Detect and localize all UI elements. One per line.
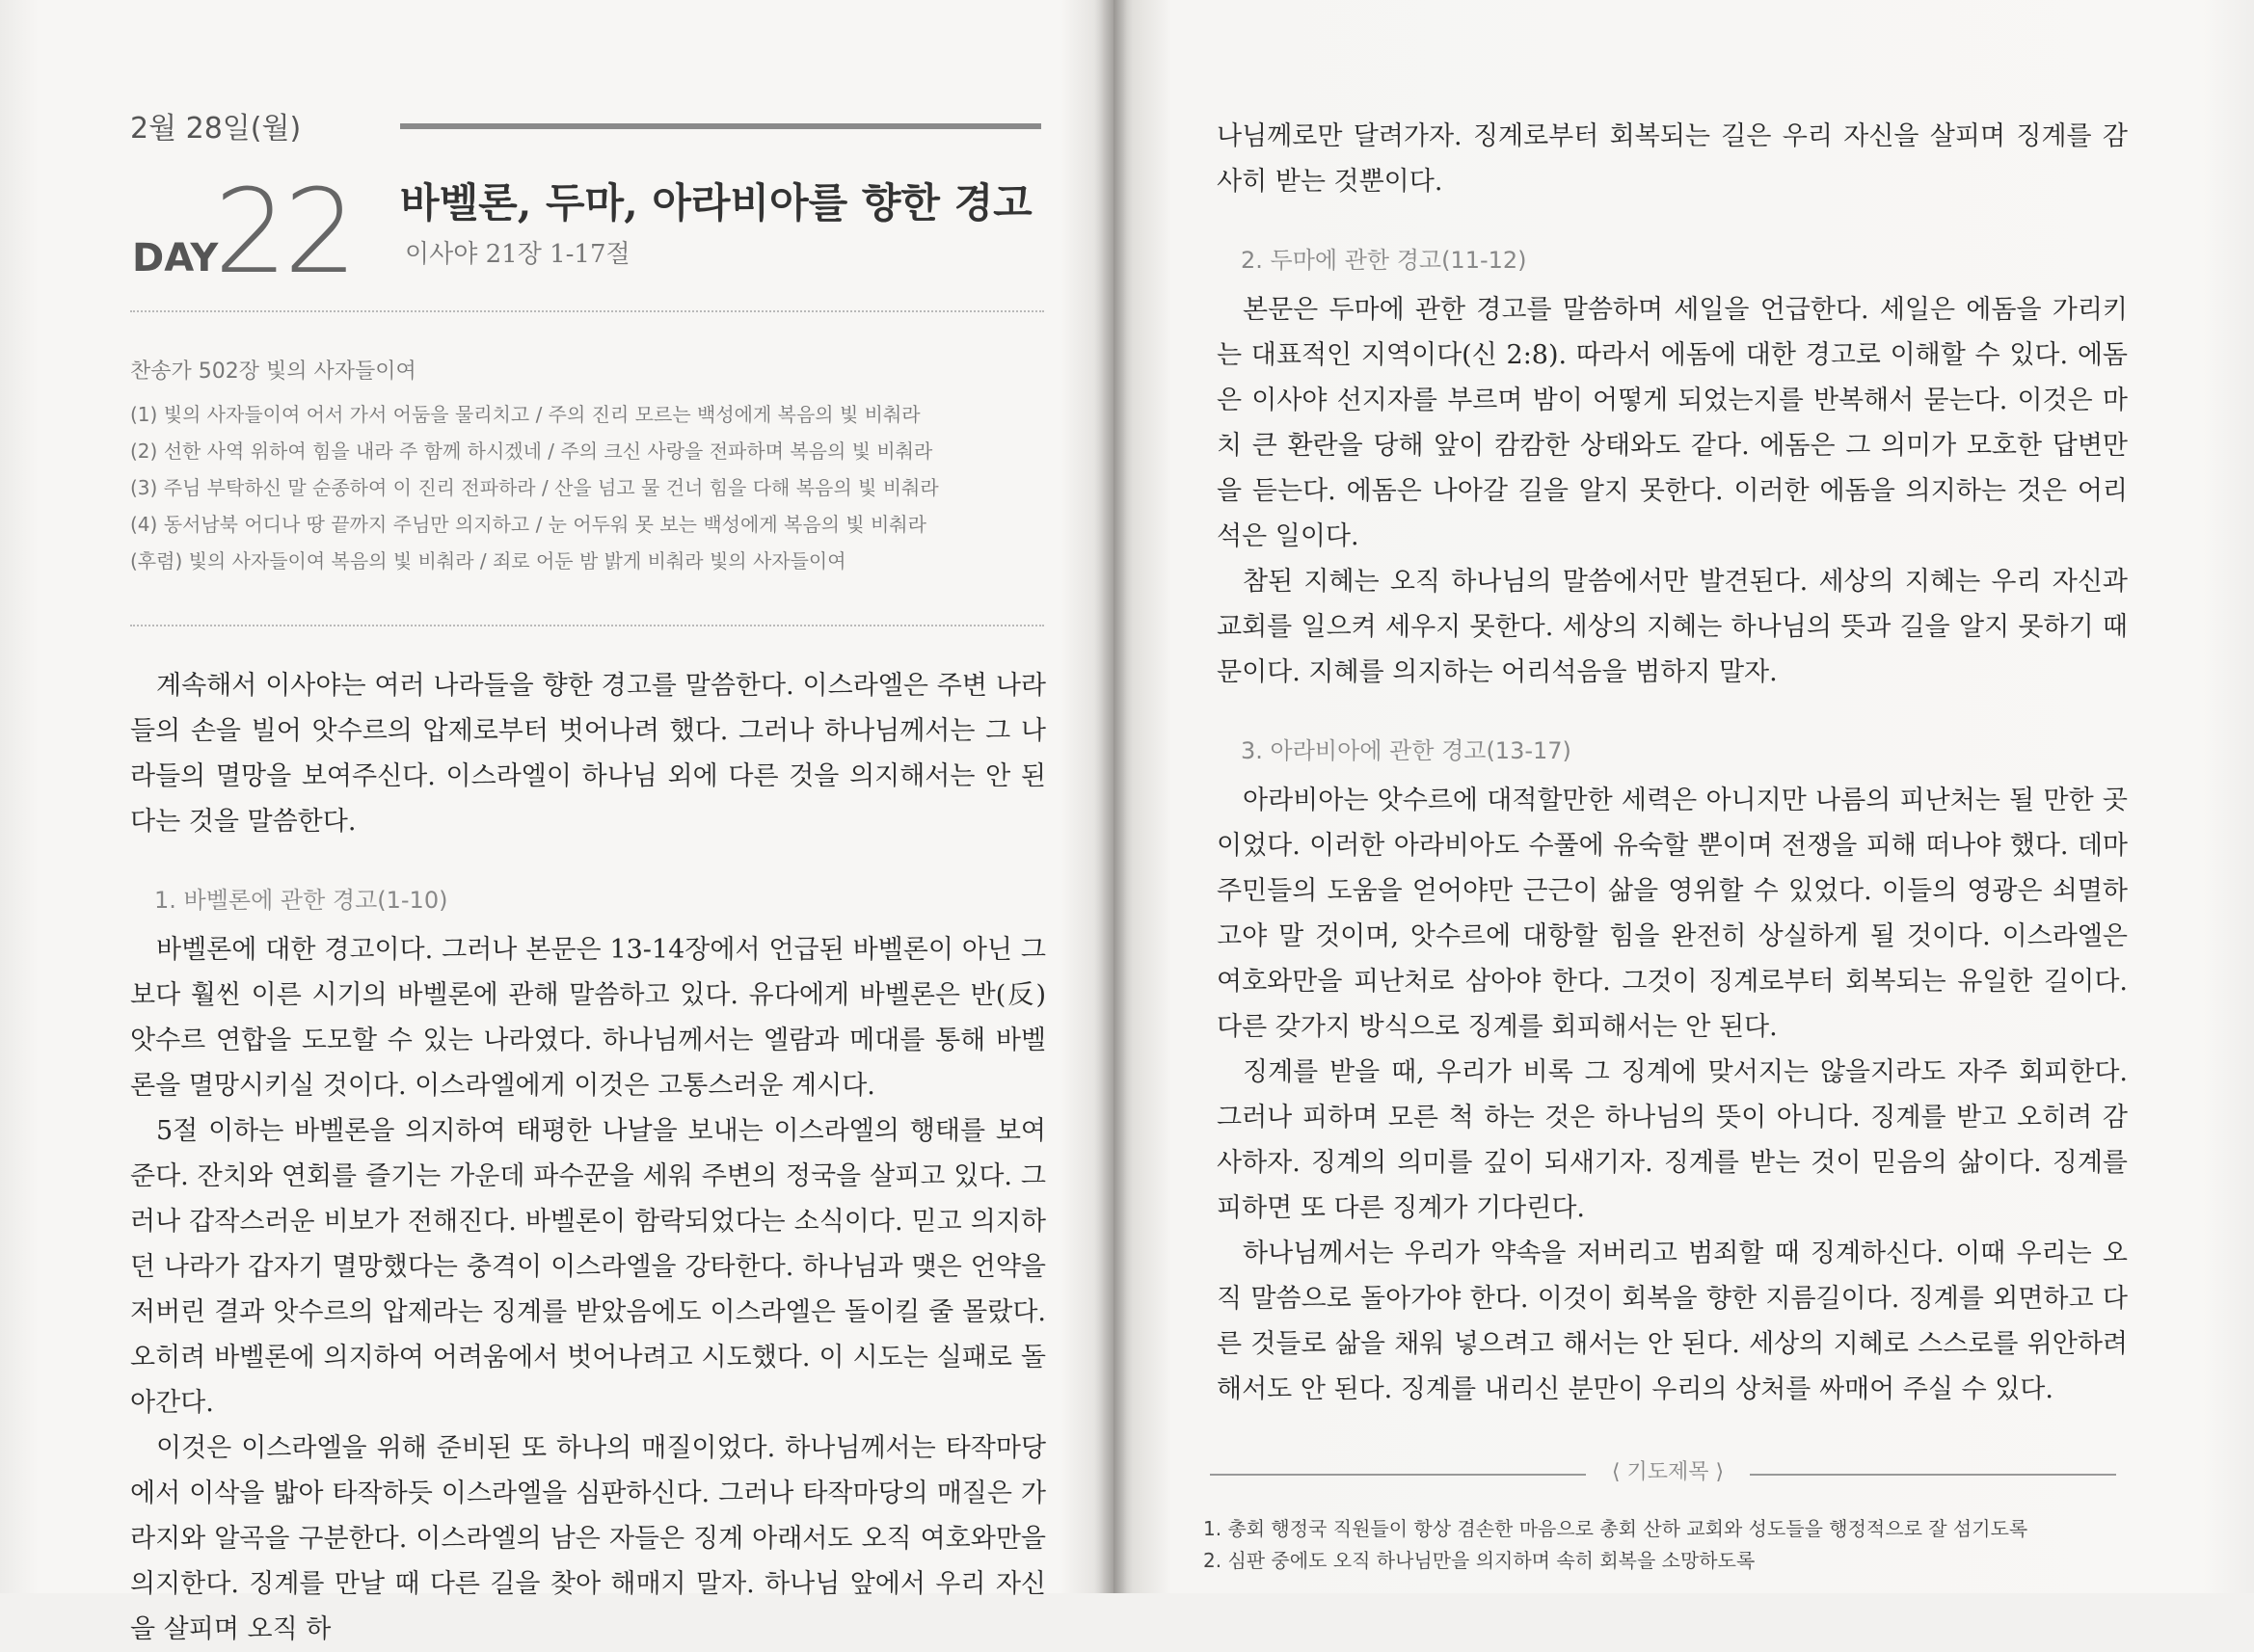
prayer-item: 1. 총회 행정국 직원들이 항상 겸손한 마음으로 총회 산하 교회와 성도들을 행정적으로 잘 섬기도록 xyxy=(1203,1517,2028,1540)
day-label: DAY xyxy=(132,236,219,280)
prayer-rule-left xyxy=(1210,1474,1586,1476)
prayer-list xyxy=(1203,1513,2119,1577)
section-heading: 3. 아라비아에 관한 경고(13-17) xyxy=(1241,737,1571,764)
prayer-rule-right xyxy=(1750,1474,2116,1476)
hymn-title: 찬송가 502장 빛의 사자들이여 xyxy=(130,360,416,384)
header-rule xyxy=(400,123,1041,129)
book-gutter xyxy=(1094,0,1133,1593)
hymn-verse: (2) 선한 사역 위하여 힘을 내라 주 함께 하시겠네 / 주의 크신 사랑을 전파하며 복음의 빛 비춰라 xyxy=(130,440,933,463)
day-number: 22 xyxy=(214,166,354,300)
hymn-verse: (4) 동서남북 어디나 땅 끝까지 주님만 의지하고 / 눈 어두워 못 보는 백성에게 복음의 빛 비춰라 xyxy=(130,513,926,536)
right-body-text xyxy=(1217,114,2128,1412)
prayer-item: 2. 심판 중에도 오직 하나님만을 의지하며 속히 회복을 소망하도록 xyxy=(1203,1549,1756,1572)
body-paragraph: 징계를 받을 때, 우리가 비록 그 징계에 맞서지는 않을지라도 자주 회피한다. 그러나 피하며 모른 척 하는 것은 하나님의 뜻이 아니다. 징계를 받고 오히려 감사하자. 징계의 의미를 깊이 되새기자. 징계를 받는 것이 믿음의 삶이다. 징계를 피하면 또 다른 징계가 기다린다. xyxy=(1217,1057,2128,1223)
left-page xyxy=(0,0,1114,1644)
hymn-verse: (1) 빛의 사자들이여 어서 가서 어둠을 물리치고 / 주의 진리 모르는 백성에게 복음의 빛 비춰라 xyxy=(130,403,921,426)
body-paragraph: 참된 지혜는 오직 하나님의 말씀에서만 발견된다. 세상의 지혜는 우리 자신과 교회를 일으켜 세우지 못한다. 세상의 지혜는 하나님의 뜻과 길을 알지 못하기 때문이다. 지혜를 의지하는 어리석음을 범하지 말자. xyxy=(1217,567,2128,687)
section-heading: 2. 두마에 관한 경고(11-12) xyxy=(1241,247,1527,274)
hymn-block xyxy=(130,355,1046,579)
right-page xyxy=(1114,0,2254,1593)
left-body-text xyxy=(130,663,1046,1652)
body-paragraph: 본문은 두마에 관한 경고를 말씀하며 세일을 언급한다. 세일은 에돔을 가리키는 대표적인 지역이다(신 2:8). 따라서 에돔에 대한 경고로 이해할 수 있다. 에돔은 이사야 선지자를 부르며 밤이 어떻게 되었는지를 반복해서 묻는다. 이것은 마치 큰 환란을 당해 앞이 캄캄한 상태와도 같다. 에돔은 그 의미가 모호한 답변만을 듣는다. 에돔은 나아갈 길을 알지 못한다. 이러한 에돔을 의지하는 것은 어리석은 일이다. xyxy=(1217,295,2128,551)
page-title: 바벨론, 두마, 아라비아를 향한 경고 xyxy=(400,179,1033,226)
body-paragraph: 바벨론에 대한 경고이다. 그러나 본문은 13-14장에서 언급된 바벨론이 아닌 그보다 훨씬 이른 시기의 바벨론에 관해 말씀하고 있다. 유다에게 바벨론은 반(反) 앗수르 연합을 도모할 수 있는 나라였다. 하나님께서는 엘람과 메대를 통해 바벨론을 멸망시키실 것이다. 이스라엘에게 이것은 고통스러운 계시다. xyxy=(130,935,1046,1101)
body-paragraph: 5절 이하는 바벨론을 의지하여 태평한 나날을 보내는 이스라엘의 행태를 보여준다. 잔치와 연회를 즐기는 가운데 파수꾼을 세워 주변의 정국을 살피고 있다. 그러나 갑작스러운 비보가 전해진다. 바벨론이 함락되었다는 소식이다. 믿고 의지하던 나라가 갑자기 멸망했다는 충격이 이스라엘을 강타한다. 하나님과 맺은 언약을 저버린 결과 앗수르의 압제라는 징계를 받았음에도 이스라엘은 돌이킬 줄 몰랐다. 오히려 바벨론에 의지하여 어려움에서 벗어나려고 시도했다. 이 시도는 실패로 돌아간다. xyxy=(130,1116,1046,1418)
hymn-chorus: (후렴) 빛의 사자들이여 복음의 빛 비춰라 / 죄로 어둔 밤 밝게 비춰라 빛의 사자들이여 xyxy=(130,549,846,573)
prayer-header xyxy=(1210,1455,2116,1494)
prayer-title: ⟨ 기도제목 ⟩ xyxy=(1611,1460,1725,1484)
body-paragraph: 하나님께서는 우리가 약속을 저버리고 범죄할 때 징계하신다. 이때 우리는 오직 말씀으로 돌아가야 한다. 이것이 회복을 향한 지름길이다. 징계를 외면하고 다른 것들로 삶을 채워 넣으려고 해서는 안 된다. 세상의 지혜로 스스로를 위안하려 해서도 안 된다. 징계를 내리신 분만이 우리의 상처를 싸매어 주실 수 있다. xyxy=(1217,1239,2128,1404)
section-heading: 1. 바벨론에 관한 경고(1-10) xyxy=(154,887,448,914)
hymn-verse: (3) 주님 부탁하신 말 순종하여 이 진리 전파하라 / 산을 넘고 물 건너 힘을 다해 복음의 빛 비춰라 xyxy=(130,476,939,499)
body-paragraph: 아라비아는 앗수르에 대적할만한 세력은 아니지만 나름의 피난처는 될 만한 곳이었다. 이러한 아라비아도 수풀에 유숙할 뿐이며 전쟁을 피해 떠나야 했다. 데마 주민들의 도움을 얻어야만 근근이 삶을 영위할 수 있었다. 이들의 영광은 쇠멸하고야 말 것이며, 앗수르에 대항할 힘을 완전히 상실하게 될 것이다. 이스라엘은 여호와만을 피난처로 삼아야 한다. 그것이 징계로부터 회복되는 유일한 길이다. 다른 갖가지 방식으로 징계를 회피해서는 안 된다. xyxy=(1217,786,2128,1042)
date-label: 2월 28일(월) xyxy=(130,112,302,146)
scripture-reference: 이사야 21장 1-17절 xyxy=(405,240,631,269)
divider xyxy=(130,310,1044,312)
divider xyxy=(130,625,1044,626)
body-paragraph: 이것은 이스라엘을 위해 준비된 또 하나의 매질이었다. 하나님께서는 타작마당에서 이삭을 밟아 타작하듯 이스라엘을 심판하신다. 그러나 타작마당의 매질은 가라지와 알곡을 구분한다. 이스라엘의 남은 자들은 징계 아래서도 오직 여호와만을 의지한다. 징계를 만날 때 다른 길을 찾아 해매지 말자. 하나님 앞에서 우리 자신을 살피며 오직 하 xyxy=(130,1433,1046,1644)
intro-paragraph: 계속해서 이사야는 여러 나라들을 향한 경고를 말씀한다. 이스라엘은 주변 나라들의 손을 빌어 앗수르의 압제로부터 벗어나려 했다. 그러나 하나님께서는 그 나라들의 멸망을 보여주신다. 이스라엘이 하나님 외에 다른 것을 의지해서는 안 된다는 것을 말씀한다. xyxy=(130,671,1046,837)
continuation-paragraph: 나님께로만 달려가자. 징계로부터 회복되는 길은 우리 자신을 살피며 징계를 감사히 받는 것뿐이다. xyxy=(1217,121,2128,197)
